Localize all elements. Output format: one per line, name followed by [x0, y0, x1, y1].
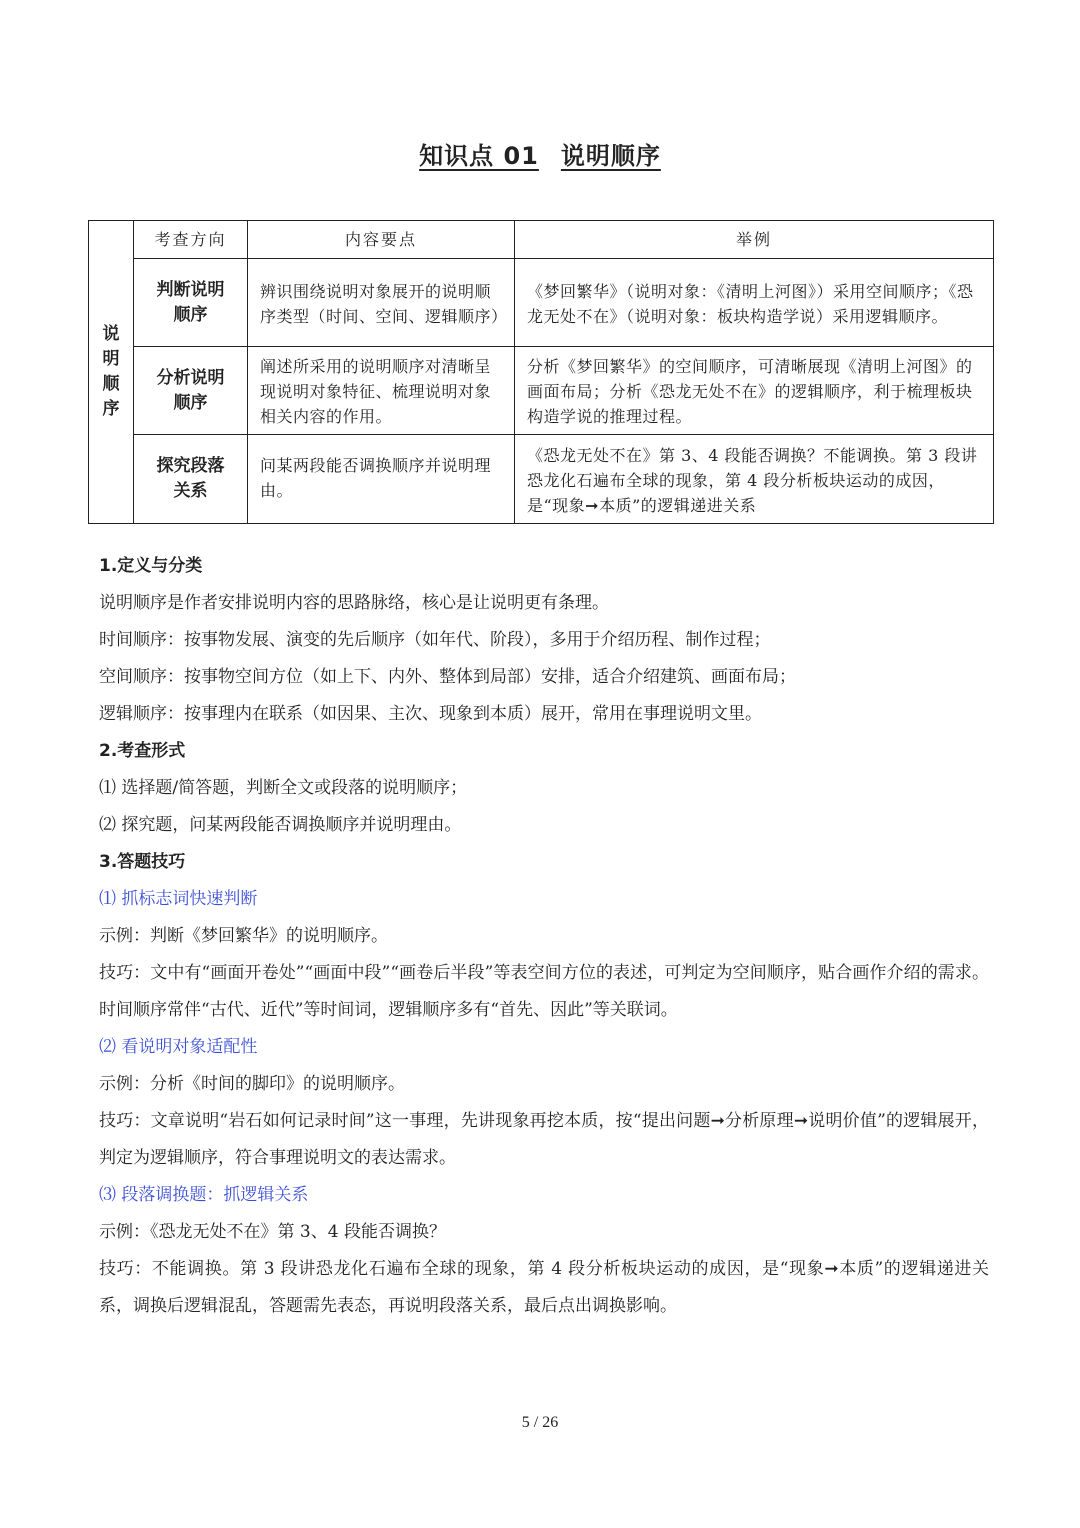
header-direction: 考查方向: [134, 221, 248, 259]
tip: 技巧：不能调换。第 3 段讲恐龙化石遍布全球的现象，第 4 段分析板块运动的成因，是“现象➞本质”的逻辑递进关系，调换后逻辑混乱，答题需先表态，再说明段落关系，最后点出调换影响。: [99, 1259, 989, 1316]
paragraph: 空间顺序：按事物空间方位（如上下、内外、整体到局部）安排，适合介绍建筑、画面布局；: [99, 667, 796, 687]
list-item: ⑵ 探究题，问某两段能否调换顺序并说明理由。: [99, 815, 462, 835]
tip: 技巧：文章说明“岩石如何记录时间”这一事理，先讲现象再挖本质，按“提出问题➞分析原理➞说明价值”的逻辑展开，判定为逻辑顺序，符合事理说明文的表达需求。: [99, 1111, 989, 1168]
table-row: [89, 347, 994, 435]
row-content: 辨识围绕说明对象展开的说明顺序类型（时间、空间、逻辑顺序）: [248, 259, 515, 347]
header-content: 内容要点: [248, 221, 515, 259]
page-number: 5 / 26: [521, 1414, 559, 1431]
title-number: 知识点 01: [419, 142, 539, 170]
table-row: [89, 435, 994, 524]
subheading: ⑶ 段落调换题：抓逻辑关系: [99, 1185, 309, 1205]
knowledge-table: [88, 220, 994, 524]
subheading: ⑵ 看说明对象适配性: [99, 1037, 258, 1057]
paragraph: 逻辑顺序：按事理内在联系（如因果、主次、现象到本质）展开，常用在事理说明文里。: [99, 704, 762, 724]
table-row: [89, 259, 994, 347]
subheading: ⑴ 抓标志词快速判断: [99, 889, 258, 909]
row-content: 问某两段能否调换顺序并说明理由。: [248, 435, 515, 524]
table-header-row: [89, 221, 994, 259]
example: 示例：《恐龙无处不在》第 3、4 段能否调换？: [99, 1222, 446, 1242]
row-direction: 判断说明 顺序: [134, 259, 248, 347]
list-item: ⑴ 选择题/简答题，判断全文或段落的说明顺序；: [99, 778, 468, 798]
body-content: [99, 548, 989, 1325]
row-content: 阐述所采用的说明顺序对清晰呈现说明对象特征、梳理说明对象相关内容的作用。: [248, 347, 515, 435]
header-example: 举例: [515, 221, 994, 259]
row-example: 《梦回繁华》（说明对象：《清明上河图》）采用空间顺序；《恐龙无处不在》（说明对象：板块构造学说）采用逻辑顺序。: [515, 259, 994, 347]
row-example: 分析《梦回繁华》的空间顺序，可清晰展现《清明上河图》的画面布局；分析《恐龙无处不在》的逻辑顺序，利于梳理板块构造学说的推理过程。: [515, 347, 994, 435]
tip: 技巧：文中有“画面开卷处”“画面中段”“画卷后半段”等表空间方位的表述，可判定为空间顺序，贴合画作介绍的需求。时间顺序常伴“古代、近代”等时间词，逻辑顺序多有“首先、因此”等关联词。: [99, 963, 989, 1020]
title-text: 说明顺序: [560, 142, 661, 170]
section-heading: 2.考查形式: [99, 741, 186, 761]
example: 示例：判断《梦回繁华》的说明顺序。: [99, 926, 388, 946]
section-heading: 1.定义与分类: [99, 556, 203, 576]
paragraph: 说明顺序是作者安排说明内容的思路脉络，核心是让说明更有条理。: [99, 593, 609, 613]
section-heading: 3.答题技巧: [99, 852, 186, 872]
page-title: [0, 136, 1080, 171]
example: 示例：分析《时间的脚印》的说明顺序。: [99, 1074, 405, 1094]
side-label: 说 明 顺 序: [89, 221, 134, 524]
row-direction: 探究段落 关系: [134, 435, 248, 524]
row-direction: 分析说明 顺序: [134, 347, 248, 435]
paragraph: 时间顺序：按事物发展、演变的先后顺序（如年代、阶段），多用于介绍历程、制作过程；: [99, 630, 771, 650]
row-example: 《恐龙无处不在》第 3、4 段能否调换？不能调换。第 3 段讲恐龙化石遍布全球的现象，第 4 段分析板块运动的成因，是“现象➞本质”的逻辑递进关系: [515, 435, 994, 524]
